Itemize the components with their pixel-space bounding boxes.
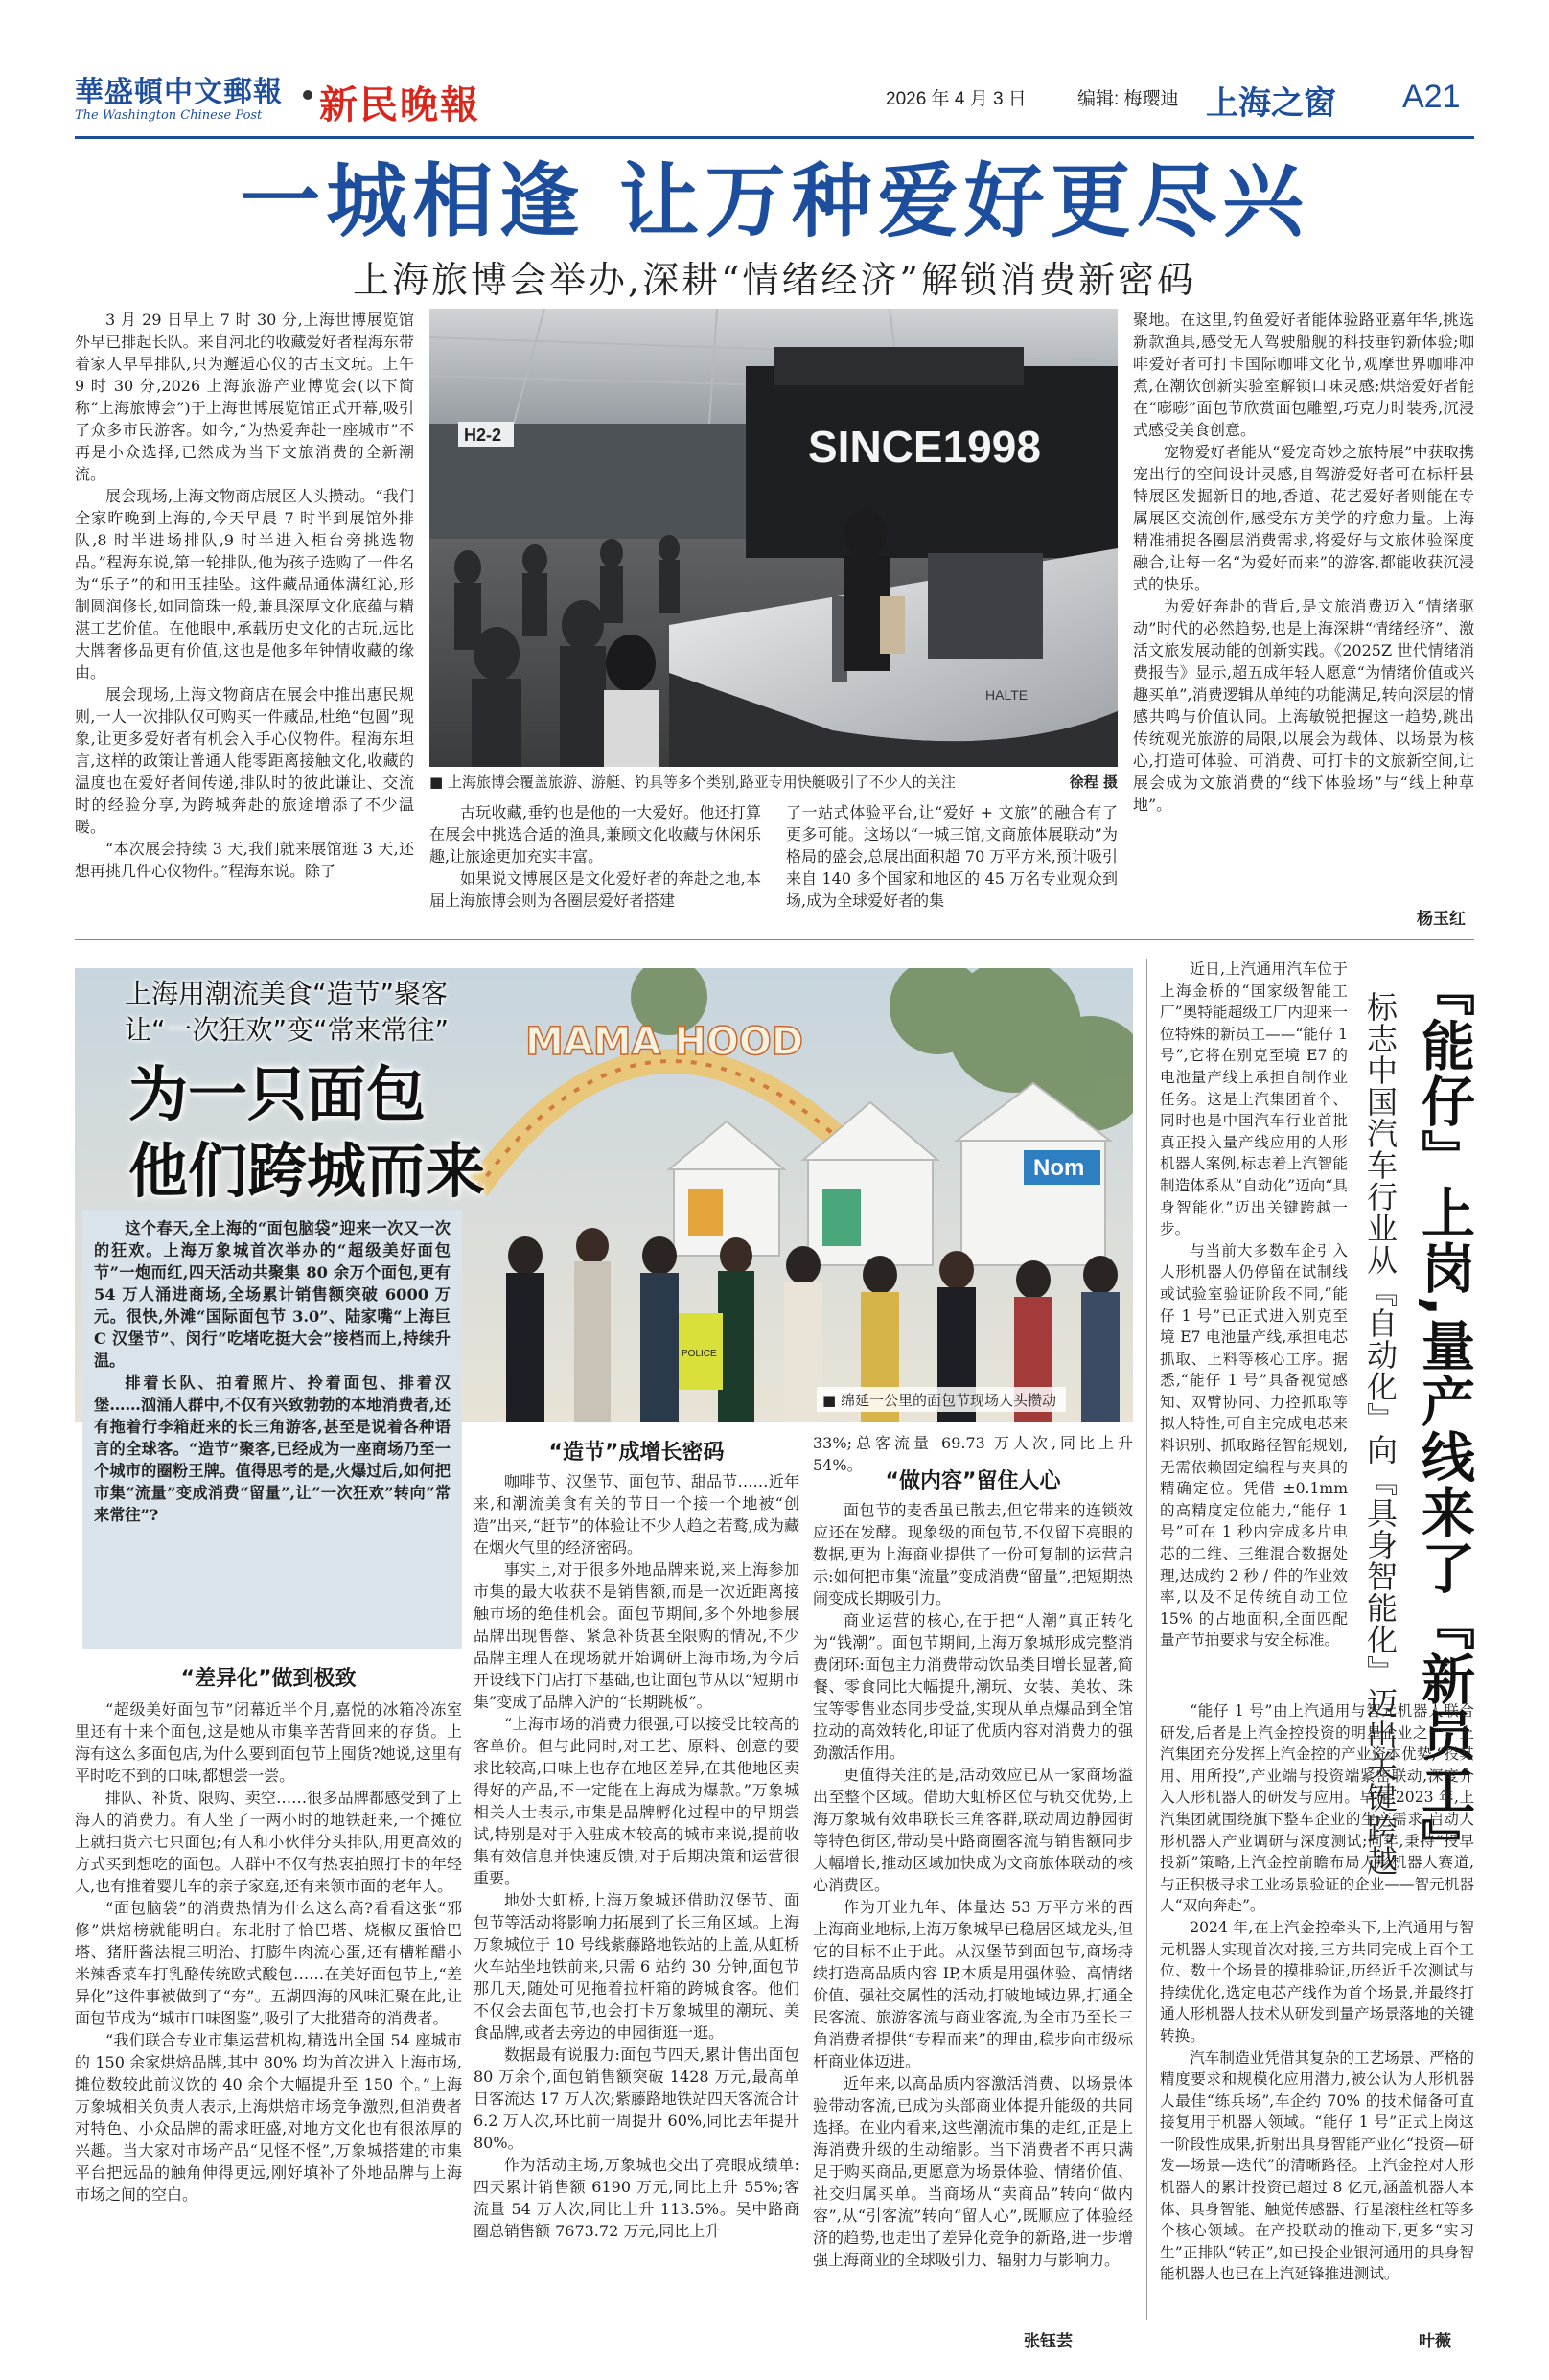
paper-name: 華盛頓中文郵報	[75, 76, 283, 109]
paragraph: 汽车制造业凭借其复杂的工艺场景、严格的精度要求和规模化应用潜力,被公认为人形机器人最佳“练兵场”,车企约 70% 的技术储备可直接复用于机器人领域。“能仔 1 号”正式上岗这一阶段性成果,折射出具身智能产业化“投资—研发—场景—迭代”的清晰路径。上汽金控对人形机器人的累计投资已超过 8 亿元,涵盖机器人本体、具身智能、触觉传感器、行星滚柱丝杠等多个核心领域。在产投联动的推动下,更多“实习生”正排队“转正”,如已投企业银河通用的具身智能机器人也已在上汽延锋推进测试。	[1160, 2048, 1474, 2283]
story2-lead-box	[82, 1210, 462, 1649]
story2-subhead-3: “做内容”留住人心	[885, 1469, 1061, 1493]
story1-headline: 一城相逢 让万种爱好更尽兴	[240, 154, 1309, 248]
story1-column-2	[429, 801, 761, 916]
story3-byline: 叶薇	[1419, 2332, 1451, 2351]
expo-hall-illustration	[429, 309, 1118, 767]
paragraph: 作为开业九年、体量达 53 万平方米的西上海商业地标,上海万象城早已稳居区域龙头,但它的目标不止于此。从汉堡节到面包节,商场持续打造高品质内容 IP,本质是用强体验、高情绪价值、强社交属性的活动,打破地域边界,打通全民客流、旅游客流与商业客流,为全市乃至长三角消费者提供“专程而来”的理由,稳步向市级标杆商业体迈进。	[813, 1898, 1133, 2070]
bread-photo-caption: ■ 绵延一公里的面包节现场人头攒动	[817, 1387, 1066, 1412]
paragraph: “上海市场的消费力很强,可以接受比较高的客单价。但与此同时,对工艺、原料、创意的要求比较高,口味上也存在地区差异,在其他地区卖得好的产品,不一定能在上海成为爆款。”万象城相关人士表示,市集是品牌孵化过程中的早期尝试,特别是对于入驻成本较高的城市来说,提前收集有效信息并快速反馈,对于后期决策和运营很重要。	[474, 1715, 799, 1887]
paragraph: 近年来,以高品质内容激活消费、以场景体验带动客流,已成为头部商业体提升能级的共同选择。在业内看来,这些潮流市集的走红,正是上海消费升级的生动缩影。当下消费者不再只满足于购买商品,更愿意为场景体验、情绪价值、社交归属买单。当商场从“卖商品”转向“做内容”,从“引客流”转向“留人心”,既顺应了体验经济的趋势,也走出了差异化竞争的新路,进一步增强上海商业的全球吸引力、辐射力与影响力。	[813, 2074, 1133, 2269]
issue-date: 2026 年 4 月 3 日	[886, 89, 1027, 109]
partner-name: 新民晚報	[319, 82, 480, 127]
paper-name-en: The Washington Chinese Post	[75, 108, 263, 123]
story2-column-c-top	[813, 1432, 1133, 1474]
story3-title: 『能仔』上岗,量产线来了『新员工』	[1413, 962, 1475, 1875]
masthead	[75, 73, 1474, 140]
paragraph: 宠物爱好者能从“爱宠奇妙之旅特展”中获取携宠出行的空间设计灵感,自驾游爱好者可在标杆县特展区发掘新目的地,香道、花艺爱好者则能在专属展区交流创作,感受东方美学的疗愈力量。上海精准捕捉各圈层消费需求,将爱好与文旅体验深度融合,让每一名“为爱好而来”的游客,都能收获沉浸式的快乐。	[1133, 443, 1474, 593]
paragraph: 面包节的麦香虽已散去,但它带来的连锁效应还在发酵。现象级的面包节,不仅留下亮眼的数据,更为上海商业提供了一份可复制的运营启示:如何把市集“流量”变成消费“留量”,把短期热闹变成长期吸引力。	[813, 1501, 1133, 1607]
story3-column-b	[1160, 1700, 1474, 2314]
story2-column-c	[813, 1499, 1133, 2304]
paragraph: 了一站式体验平台,让“爱好 + 文旅”的融合有了更多可能。这场以“一城三馆,文商旅体展联动”为格局的盛会,总展出面积超 70 万平方米,预计吸引来自 140 多个国家和地区的 45 万名专业观众到场,成为全球爱好者的集	[786, 803, 1118, 910]
paragraph: “能仔 1 号”由上汽通用与智元机器人联合研发,后者是上汽金控投资的明星企业之一。上汽集团充分发挥上汽金控的产业资本优势,“投其用、用所投”,产业端与投资端紧密联动,深度介入人形机器人的研发与应用。早在 2023 年,上汽集团就围绕旗下整车企业的生产需求,启动人形机器人产业调研与深度测试;同年,秉持“投早投新”策略,上汽金控前瞻布局人形机器人赛道,与正积极寻求工业场景验证的企业——智元机器人“双向奔赴”。	[1160, 1702, 1474, 1915]
booth-sign: SINCE1998	[808, 422, 1041, 472]
paragraph: 更值得关注的是,活动效应已从一家商场溢出至整个区域。借助大虹桥区位与轨交优势,上海万象城有效串联长三角客群,联动周边静园街等特色街区,带动吴中路商圈客流与销售额同步大幅增长,推动区域加快成为文商旅体联动的核心消费区。	[813, 1766, 1133, 1894]
paragraph: 这个春天,全上海的“面包脑袋”迎来一次又一次的狂欢。上海万象城首次举办的“超级美好面包节”一炮而红,四天活动共聚集 80 余万个面包,更有 54 万人涌进商场,全场累计销售额突破 6000 万元。很快,外滩“国际面包节 3.0”、陆家嘴“上海巨 C 汉堡节”、闵行“吃堵吃挺大会”接档而上,持续升温。	[94, 1219, 451, 1370]
paper-logo	[75, 77, 283, 123]
story2-title-line-1: 为一只面包	[128, 1059, 427, 1129]
story2-byline: 张钰芸	[1024, 2332, 1073, 2351]
paragraph: 作为活动主场,万象城也交出了亮眼成绩单:四天累计销售额 6190 万元,同比上升 55%;客流量 54 万人次,同比上升 113.5%。吴中路商圈总销售额 7673.72 万元,同比上升	[474, 2156, 799, 2240]
paragraph: 古玩收藏,垂钓也是他的一大爱好。他还打算在展会中挑选合适的渔具,兼顾文化收藏与休闲乐趣,让旅途更加充实丰富。	[429, 803, 761, 866]
paragraph: 展会现场,上海文物商店展区人头攒动。“我们全家昨晚到上海的,今天早晨 7 时半到展馆外排队,8 时半进场排队,9 时半进入柜台旁挑选物品。”程海东说,第一轮排队,他为孩子选购了一件名为“乐子”的和田玉挂坠。这件藏品通体满红沁,形制圆润修长,如同筒珠一般,兼具深厚文化底蕴与精湛工艺价值。在他眼中,承载历史文化的古玩,远比大牌奢侈品更有价值,这也是他多年钟情收藏的缘由。	[75, 487, 414, 682]
paragraph: 展会现场,上海文物商店在展会中推出惠民规则,一人一次排队仅可购买一件藏品,杜绝“包圆”现象,让更多爱好者有机会入手心仪物件。程海东坦言,这样的政策让普通人能零距离接触文化,收藏的温度也在爱好者间传递,排队时的彼此谦让、交流时的经验分享,为跨城奔赴的旅途增添了不少温暖。	[75, 685, 414, 836]
separator-dot-icon	[303, 90, 312, 100]
story1-column-1	[75, 309, 414, 922]
story1-subheadline: 上海旅博会举办,深耕“情绪经济”解锁消费新密码	[353, 259, 1196, 301]
arch-sign: MAMA HOOD	[525, 1020, 804, 1064]
paragraph: 33%;总客流量 69.73 万人次,同比上升 54%。	[813, 1434, 1133, 1474]
story2-title-line-2: 他们跨城而来	[128, 1136, 486, 1206]
section-name: 上海之窗	[1206, 84, 1336, 123]
story2-headline-block	[82, 976, 533, 1206]
police-vest-text: POLICE	[682, 1349, 717, 1359]
paragraph: “超级美好面包节”闭幕近半个月,嘉悦的冰箱冷冻室里还有十来个面包,这是她从市集辛苦背回来的存货。上海有这么多面包店,为什么要到面包节上囤货?她说,这里有平时吃不到的口味,都想尝一尝。	[75, 1700, 462, 1785]
section-rule	[75, 939, 1474, 940]
paragraph: “面包脑袋”的消费热情为什么这么高?看看这张“邪修”烘焙榜就能明白。东北肘子恰巴塔、烧椒皮蛋恰巴塔、猪肝酱法棍三明治、打膨牛肉流心蛋,还有槽粕醋小米辣香菜车打乳酪传统欧式酸包……在美好面包节上,“差异化”这件事被做到了“夯”。五湖四海的风味汇聚在此,让面包节成为“城市口味图鉴”,吸引了大批猎奇的消费者。	[75, 1899, 462, 2027]
photo-credit: 徐程 摄	[1069, 774, 1118, 791]
story2-subhead-1: “差异化”做到极致	[180, 1667, 357, 1691]
boat-model: HALTE	[985, 687, 1029, 703]
paragraph: 咖啡节、汉堡节、面包节、甜品节……近年来,和潮流美食有关的节日一个接一个地被“创造”出来,“赶节”的体验让不少人趋之若鹜,成为藏在烟火气里的经济密码。	[474, 1472, 799, 1557]
paragraph: 如果说文博展区是文化爱好者的奔赴之地,本届上海旅博会则为各圈层爱好者搭建	[429, 869, 761, 910]
paragraph: 商业运营的核心,在于把“人潮”真正转化为“钱潮”。面包节期间,上海万象城形成完整消费闭环:面包主力消费带动饮品类目增长显著,简餐、零食同比大幅提升,潮玩、女装、美妆、珠宝等零售业态同步受益,实现从单点爆品到全馆拉动的高效转化,印证了优质内容对消费力的强劲激活作用。	[813, 1611, 1133, 1762]
paragraph: 事实上,对于很多外地品牌来说,来上海参加市集的最大收获不是销售额,而是一次近距离接触市场的绝佳机会。面包节期间,多个外地参展品牌出现售罄、紧急补货甚至限购的情况,不少品牌主理人在现场就开始调研上海市场,为今后开设线下门店打下基础,也让面包节从以“短期市集”变成了品牌入沪的“长期跳板”。	[474, 1560, 799, 1711]
paragraph: 近日,上汽通用汽车位于上海金桥的“国家级智能工厂”奥特能超级工厂内迎来一位特殊的新员工——“能仔 1 号”,它将在别克至境 E7 的电池量产线上承担自制作业任务。这是上汽集团首个、同时也是中国汽车行业首批真正投入量产线应用的人形机器人案例,标志着上汽智能制造体系从“自动化”迈向“具身智能化”迈出关键跨越一步。	[1160, 960, 1348, 1238]
paragraph: 为爱好奔赴的背后,是文旅消费迈入“情绪驱动”时代的必然趋势,也是上海深耕“情绪经济”、激活文旅发展动能的创新实践。《2025Z 世代情绪消费报告》显示,超五成年轻人愿意“为情绪价值或兴趣买单”,消费逻辑从单纯的功能满足,转向深层的情感共鸣与价值认同。上海敏锐把握这一趋势,跳出传统观光旅游的局限,以展会为载体、以场景为核心,打造可体验、可消费、可打卡的文旅新空间,让展会成为文旅消费的“线下体验场”与“线上种草地”。	[1133, 597, 1474, 814]
expo-photo-caption	[429, 769, 1118, 794]
story3-column-a	[1160, 959, 1348, 1687]
paragraph: 排队、补货、限购、卖空……很多品牌都感受到了上海人的消费力。有人坐了一两小时的地铁赶来,一个摊位上就扫货六七只面包;有人和小伙伴分头排队,用更高效的方式买到想吃的面包。人群中不仅有热衷拍照打卡的年轻人,也有推着婴儿车的亲子家庭,还有来领市面的老年人。	[75, 1789, 462, 1895]
editor-credit: 编辑: 梅璎迪	[1077, 89, 1179, 109]
story1-column-3	[786, 801, 1118, 916]
paragraph: “本次展会持续 3 天,我们就来展馆逛 3 天,还想再挑几件心仪物件。”程海东说。除了	[75, 840, 414, 880]
story2-lead	[94, 1217, 451, 1526]
paragraph: 排着长队、拍着照片、拎着面包、排着汉堡……汹涌人群中,不仅有兴致勃勃的本地消费者,还有拖着行李箱赶来的长三角游客,甚至是说着各种语言的全球客。“造节”聚客,已经成为一座商场乃至一个城市的圈粉王牌。值得思考的是,火爆过后,如何把市集“流量”变成消费“留量”,让“一次狂欢”转向“常来常往”?	[94, 1374, 451, 1524]
stall-sign: Nom	[1033, 1155, 1085, 1181]
story1-byline: 杨玉红	[1417, 910, 1466, 929]
story1-column-4	[1133, 309, 1474, 903]
story2-kicker-1: 上海用潮流美食“造节”聚客	[125, 978, 449, 1009]
story2-kicker-2: 让“一次狂欢”变“常来常往”	[125, 1014, 450, 1046]
column-divider	[1146, 959, 1147, 2320]
story2-column-a	[75, 1698, 462, 2312]
paragraph: 数据最有说服力:面包节四天,累计售出面包 80 万余个,面包销售额突破 1428 万元,最高单日客流达 17 万人次;紫藤路地铁站四天客流合计 6.2 万人次,环比前一周提升 60%,同比去年提升 80%。	[474, 2045, 799, 2152]
hall-sign: H2-2	[464, 426, 502, 445]
page-number: A21	[1402, 79, 1461, 115]
paragraph: 聚地。在这里,钓鱼爱好者能体验路亚嘉年华,挑选新款渔具,感受无人驾驶船舰的科技垂钓新体验;咖啡爱好者可打卡国际咖啡文化节,观摩世界咖啡冲煮,在潮饮创新实验室解锁口味灵感;烘焙爱好者能在“嘭嘭”面包节欣赏面包雕塑,巧克力时装秀,沉浸式感受美食创意。	[1133, 311, 1474, 439]
caption-text: ■ 上海旅博会覆盖旅游、游艇、钓具等多个类别,路亚专用快艇吸引了不少人的关注	[429, 774, 956, 791]
paragraph: 3 月 29 日早上 7 时 30 分,上海世博展览馆外早已排起长队。来自河北的收藏爱好者程海东带着家人早早排队,只为邂逅心仪的古玉文玩。上午 9 时 30 分,2026 上海旅游产业博览会(以下简称“上海旅博会”)于上海世博展览馆正式开幕,吸引了众多市民游客。如今,“为热爱奔赴一座城市”不再是小众选择,已然成为当下文旅消费的全新潮流。	[75, 311, 414, 483]
paragraph: “我们联合专业市集运营机构,精选出全国 54 座城市的 150 余家烘焙品牌,其中 80% 均为首次进入上海市场,摊位数较此前议饮的 40 余个大幅提升至 150 个。”上海万象城相关负责人表示,上海烘焙市场竞争激烈,但消费者对特色、小众品牌的需求旺盛,对地方文化也有很浓厚的兴趣。当大家对市场产品“见怪不怪”,万象城搭建的市集平台把远品的触角伸得更远,刚好填补了外地品牌与上海市场之间的空白。	[75, 2031, 462, 2204]
story3-subtitle: 标志中国汽车行业从『自动化』向『具身智能化』迈出关键跨越	[1362, 991, 1399, 1877]
masthead-rule	[75, 136, 1474, 139]
story2-column-b	[474, 1470, 799, 2314]
paragraph: 与当前大多数车企引入人形机器人仍停留在试制线或试验室验证阶段不同,“能仔 1 号”已正式进入别克至境 E7 电池量产线,承担电芯抓取、上料等核心工序。据悉,“能仔 1 号”具备视觉感知、双臂协同、力控抓取等拟人特性,可自主完成电芯来料识别、抓取路径智能规划,无需依赖固定编程与夹具的精确定位。凭借 ±0.1mm 的高精度定位能力,“能仔 1 号”可在 1 秒内完成多片电芯的二维、三维混合数据处理,达成约 2 秒 / 件的作业效率,以及不足传统自动工位 15% 的占地面积,全面匹配量产节拍要求与安全标准。	[1160, 1241, 1348, 1650]
paragraph: 地处大虹桥,上海万象城还借助汉堡节、面包节等活动将影响力拓展到了长三角区域。上海万象城位于 10 号线紫藤路地铁站的上盖,从虹桥火车站坐地铁前来,只需 6 站约 30 分钟,面包节那几天,随处可见拖着拉杆箱的跨城食客。他们不仅会去面包节,也会打卡万象城里的潮玩、美食品牌,或者去旁边的申园街逛一逛。	[474, 1891, 799, 2042]
story2-title	[82, 1056, 533, 1210]
paragraph: 2024 年,在上汽金控牵头下,上汽通用与智元机器人实现首次对接,三方共同完成上百个工位、数十个场景的摸排验证,历经近千次测试与持续优化,选定电芯产线作为首个场景,并最终打通人形机器人技术从研发到量产场景落地的关键转换。	[1160, 1918, 1474, 2045]
expo-hall-photo	[429, 309, 1118, 767]
story2-subhead-2: “造节”成增长密码	[548, 1441, 725, 1465]
